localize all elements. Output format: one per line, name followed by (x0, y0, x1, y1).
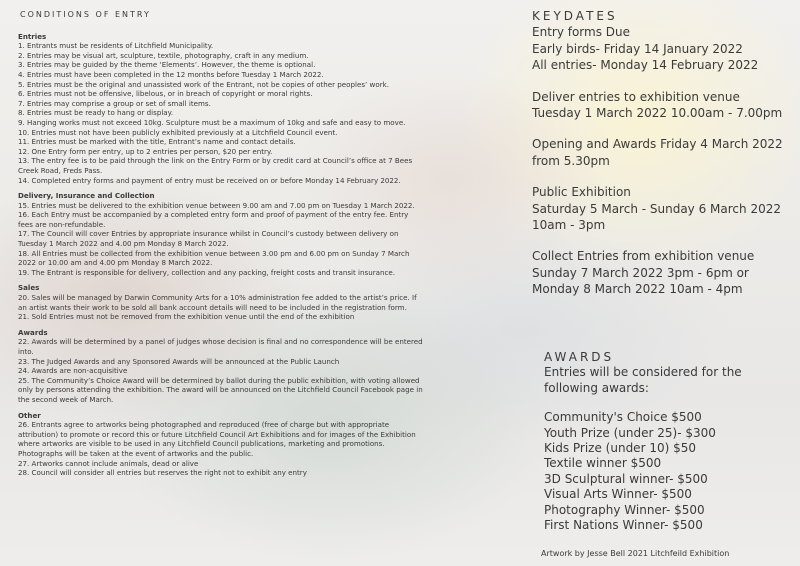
key-date-line: Saturday 5 March - Sunday 6 March 2022 10am - 3pm (532, 201, 781, 233)
awards-title: AWARDS (544, 350, 615, 364)
key-date-line: Opening and Awards Friday 4 March 2022 (532, 137, 783, 152)
award-item: Kids Prize (under 10) $50 (544, 441, 696, 456)
condition-item: 18. All Entries must be collected from the exhibition venue between 3.00 pm and 6.00 pm on Sunday 7 March 2022 or 10.00 am and 4.00 pm Monday 8 March 2022. (18, 248, 410, 268)
section-heading: Sales (18, 283, 40, 293)
condition-item: 19. The Entrant is responsible for delivery, collection and any packing, freight costs and transit insurance. (18, 267, 395, 277)
award-item: Youth Prize (under 25)- $300 (544, 425, 716, 440)
key-date-line: Early birds- Friday 14 January 2022 (532, 41, 743, 56)
condition-item: 12. One Entry form per entry, up to 2 entries per person, $20 per entry. (18, 146, 273, 156)
awards-intro: Entries will be considered for the following awards: (544, 365, 742, 395)
condition-item: 7. Entries may comprise a group or set of small items. (18, 98, 211, 108)
conditions-panel (18, 8, 423, 484)
condition-item: 14. Completed entry forms and payment of entry must be received on or before Monday 14 February 2022. (18, 175, 401, 185)
awards-panel (544, 350, 784, 533)
key-date-block (532, 184, 792, 233)
conditions-section (18, 283, 423, 321)
condition-item: 25. The Community’s Choice Award will be determined by ballot during the public exhibition, with voting allowed only by persons attending the exhibition. The award will be announced on the Litchfield Council Facebook page in the second week of March. (18, 375, 423, 404)
award-item: First Nations Winner- $500 (544, 518, 703, 533)
key-date-block (532, 24, 792, 73)
conditions-title: CONDITIONS OF ENTRY (20, 10, 151, 19)
key-date-line: from 5.30pm (532, 153, 610, 168)
key-date-line: Sunday 7 March 2022 3pm - 6pm or Monday 8 March 2022 10am - 4pm (532, 265, 749, 297)
key-date-line: Collect Entries from exhibition venue (532, 249, 755, 264)
conditions-section (18, 328, 423, 405)
conditions-section (18, 411, 423, 478)
condition-item: 13. The entry fee is to be paid through the link on the Entry Form or by credit card at Council’s office at 7 Bees Creek Road, Freds Pass. (18, 156, 413, 175)
condition-item: 21. Sold Entries must not be removed from the exhibition venue until the end of the exhibition (18, 312, 355, 322)
award-item: Photography Winner- $500 (544, 502, 705, 517)
condition-item: 9. Hanging works must not exceed 10kg. Sculpture must be a maximum of 10kg and safe and easy to move. (18, 117, 406, 127)
award-item: Textile winner $500 (544, 456, 662, 471)
conditions-section (18, 191, 423, 277)
condition-item: 24. Awards are non-acquisitive (18, 366, 128, 376)
condition-item: 20. Sales will be managed by Darwin Community Arts for a 10% administration fee added to the artist’s price. If an artist wants their work to be sold all bank account details will need to be included in the registration form. (18, 293, 417, 312)
condition-item: 4. Entries must have been completed in the 12 months before Tuesday 1 March 2022. (18, 69, 324, 79)
conditions-section (18, 32, 423, 186)
condition-item: 15. Entries must be delivered to the exhibition venue between 9.00 am and 7.00 pm on Tuesday 1 March 2022. (18, 200, 415, 210)
key-date-line: All entries- Monday 14 February 2022 (532, 58, 759, 73)
key-date-block (532, 248, 792, 297)
condition-item: 22. Awards will be determined by a panel of judges whose decision is final and no correspondence will be entered into. (18, 337, 423, 356)
condition-item: 1. Entrants must be residents of Litchfield Municipality. (18, 41, 214, 51)
key-date-line: Public Exhibition (532, 185, 631, 200)
key-dates-panel (532, 8, 792, 313)
condition-item: 26. Entrants agree to artworks being photographed and reproduced (free of charge but with appropriate attribution) to promote or record this or future Litchfield Council Art Exhibitions and for images of the Exhibition where artworks are visible to be used in any Litchfield Council publications, marketing and promotions. Photographs will be taken at the event of artworks and the public. (18, 420, 416, 458)
condition-item: 8. Entries must be ready to hang or display. (18, 108, 174, 118)
key-date-line: Entry forms Due (532, 25, 631, 40)
condition-item: 10. Entries must not have been publicly exhibited previously at a Litchfield Council event. (18, 127, 338, 137)
section-heading: Entries (18, 31, 47, 41)
condition-item: 3. Entries may be guided by the theme ‘Elements’. However, the theme is optional. (18, 60, 316, 70)
key-date-line: Tuesday 1 March 2022 10.00am - 7.00pm (532, 106, 783, 121)
condition-item: 17. The Council will cover Entries by appropriate insurance whilst in Council’s custody between delivery on Tuesday 1 March 2022 and 4.00 pm Monday 8 March 2022. (18, 229, 399, 249)
award-item: Community's Choice $500 (544, 410, 702, 425)
section-heading: Other (18, 410, 41, 420)
award-item: 3D Sculptural winner- $500 (544, 471, 708, 486)
award-item: Visual Arts Winner- $500 (544, 487, 692, 502)
condition-item: 6. Entries must not be offensive, libelous, or in breach of copyright or moral rights. (18, 89, 313, 99)
condition-item: 2. Entries may be visual art, sculpture, textile, photography, craft in any medium. (18, 50, 309, 60)
condition-item: 11. Entries must be marked with the title, Entrant’s name and contact details. (18, 137, 296, 147)
artwork-credit: Artwork by Jesse Bell 2021 Litchfeild Exhibition (541, 549, 730, 558)
key-dates-title: KEYDATES (532, 9, 618, 23)
key-date-block (532, 136, 792, 169)
condition-item: 28. Council will consider all entries but reserves the right not to exhibit any entry (18, 468, 307, 478)
condition-item: 16. Each Entry must be accompanied by a completed entry form and proof of payment of the entry fee. Entry fees are non-refundable. (18, 210, 409, 229)
key-date-line: Deliver entries to exhibition venue (532, 89, 740, 104)
key-date-block (532, 89, 792, 122)
condition-item: 27. Artworks cannot include animals, dead or alive (18, 458, 199, 468)
section-heading: Delivery, Insurance and Collection (18, 191, 155, 201)
section-heading: Awards (18, 327, 48, 337)
condition-item: 5. Entries must be the original and unassisted work of the Entrant, not be copies of other peoples’ work. (18, 79, 389, 89)
condition-item: 23. The Judged Awards and any Sponsored Awards will be announced at the Public Launch (18, 356, 340, 366)
